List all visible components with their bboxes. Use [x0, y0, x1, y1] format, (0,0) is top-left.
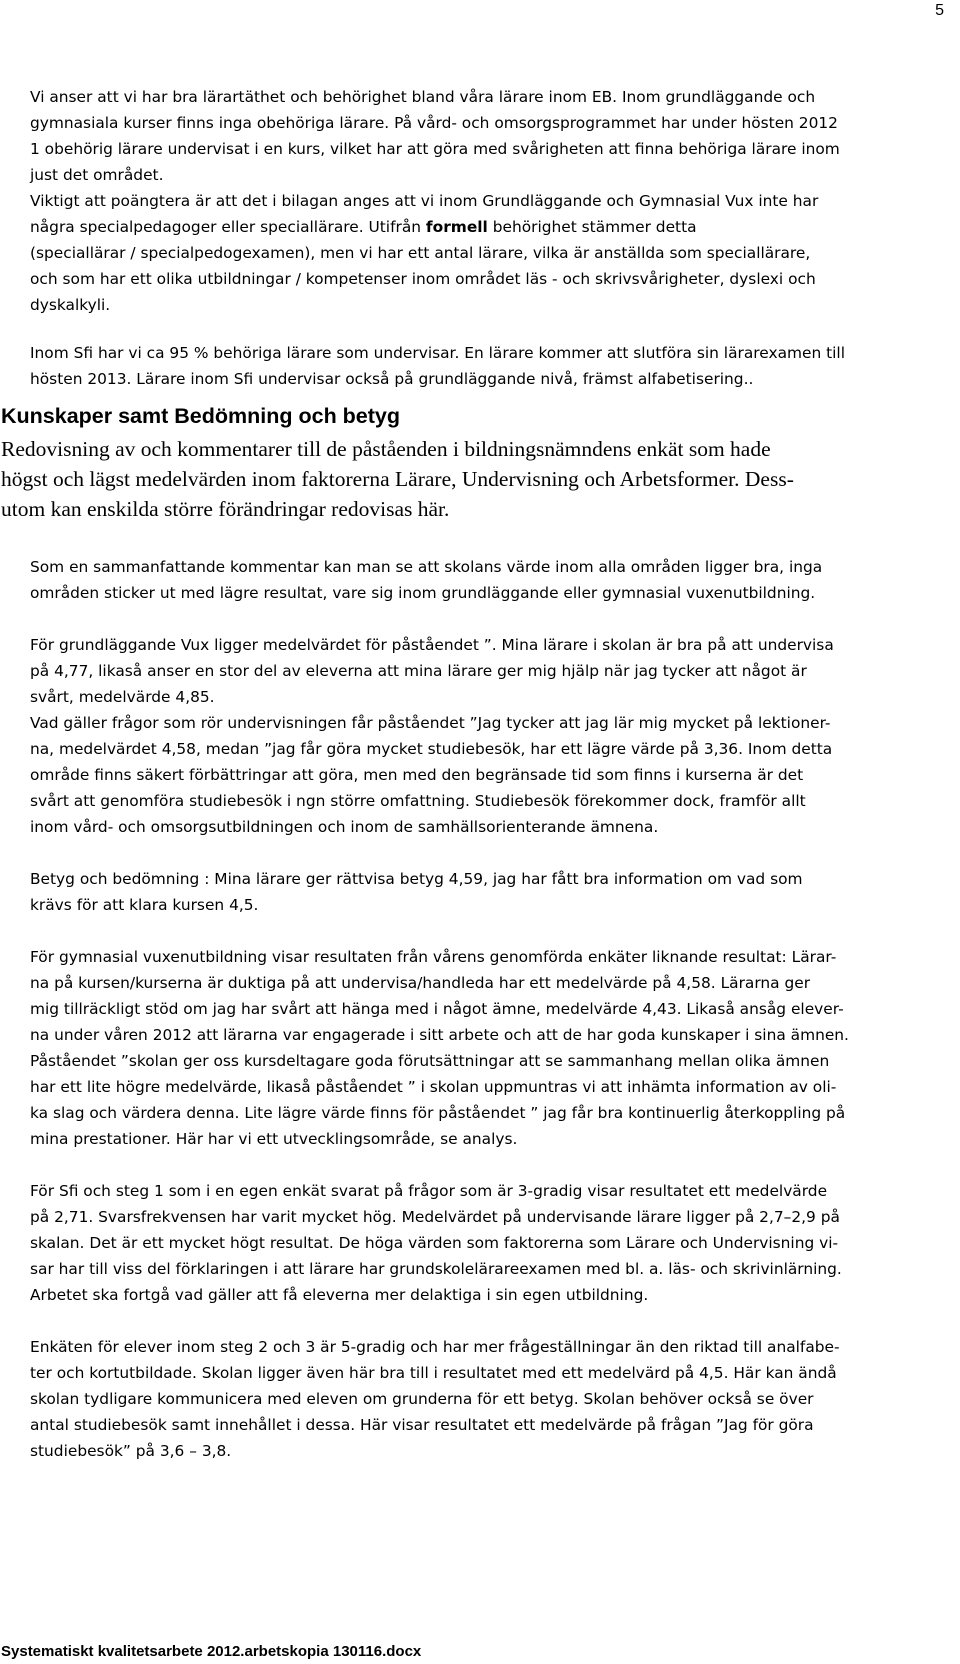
text-line: svårt att genomföra studiebesök i ngn större omfattning. Studiebesök förekommer dock, framför allt	[30, 792, 806, 810]
text-line: mig tillräckligt stöd om jag har svårt att hänga med i något ämne, medelvärde 4,43. Likaså ansåg elever-	[30, 1000, 844, 1018]
text-span: behörighet stämmer detta	[487, 218, 697, 236]
text-line: För grundläggande Vux ligger medelvärdet för påståendet ”. Mina lärare i skolan är bra på att undervisa	[30, 636, 834, 654]
text-line: Arbetet ska fortgå vad gäller att få eleverna mer delaktiga i sin egen utbildning.	[30, 1286, 649, 1304]
paragraph-special-teachers	[30, 188, 940, 318]
text-line: antal studiebesök samt innehållet i dessa. Här visar resultatet ett medelvärde på frågan ”Jag för göra	[30, 1416, 814, 1434]
section-intro	[1, 434, 940, 524]
text-line: För Sfi och steg 1 som i en egen enkät svarat på frågor som är 3-gradig visar resultatet ett medelvärde	[30, 1182, 828, 1200]
text-line: Vad gäller frågor som rör undervisningen får påståendet ”Jag tycker att jag lär mig mycket på lektioner-	[30, 714, 831, 732]
text-line: na under våren 2012 att lärarna var engagerade i sitt arbete och att de har goda kunskaper i sina ämnen.	[30, 1026, 849, 1044]
text-line: skalan. Det är ett mycket högt resultat. De höga värden som faktorerna som Lärare och Undervisning vi-	[30, 1234, 839, 1252]
text-line: ka slag och värdera denna. Lite lägre värde finns för påståendet ” jag får bra kontinuerlig återkoppling på	[30, 1104, 846, 1122]
paragraph-teaching	[30, 710, 940, 840]
text-line: Viktigt att poängtera är att det i bilagan anges att vi inom Grundläggande och Gymnasial Vux inte har	[30, 192, 819, 210]
text-line: (speciallärar / specialpedogexamen), men vi har ett antal lärare, vilka är anställda som speciallärare,	[30, 244, 811, 262]
text-line: För gymnasial vuxenutbildning visar resultaten från vårens genomförda enkäter liknande resultat: Lärar-	[30, 948, 837, 966]
text-line: gymnasiala kurser finns inga obehöriga lärare. På vård- och omsorgsprogrammet har under hösten 2012	[30, 114, 838, 132]
document-body	[1, 84, 940, 1464]
page-number: 5	[935, 2, 944, 19]
text-line: på 4,77, likaså anser en stor del av eleverna att mina lärare ger mig hjälp när jag tycker att något är	[30, 662, 807, 680]
paragraph-basic-vux	[30, 632, 940, 710]
paragraph-summary	[30, 554, 940, 606]
document-footer: Systematiskt kvalitetsarbete 2012.arbetskopia 130116.docx	[1, 1643, 422, 1660]
text-line: krävs för att klara kursen 4,5.	[30, 896, 259, 914]
text-line: just det området.	[30, 166, 164, 184]
text-span: några specialpedagoger eller speciallärare. Utifrån	[30, 218, 426, 236]
intro-line: Redovisning av och kommentarer till de påståenden i bildningsnämndens enkät som hade	[1, 437, 771, 461]
text-line: Vi anser att vi har bra lärartäthet och behörighet bland våra lärare inom EB. Inom grundläggande och	[30, 88, 816, 106]
paragraph-staffing	[30, 84, 940, 188]
text-line: på 2,71. Svarsfrekvensen har varit mycket hög. Medelvärdet på undervisande lärare ligger på 2,7–2,9 på	[30, 1208, 840, 1226]
paragraph-sfi-step2-3	[30, 1334, 940, 1464]
paragraph-sfi-step1	[30, 1178, 940, 1308]
text-line: sar har till viss del förklaringen i att lärare har grundskolelärareexamen med bl. a. läs- och skrivinlärning.	[30, 1260, 842, 1278]
text-line: områden sticker ut med lägre resultat, vare sig inom grundläggande eller gymnasial vuxenutbildning.	[30, 584, 816, 602]
text-line: hösten 2013. Lärare inom Sfi undervisar också på grundläggande nivå, främst alfabetisering..	[30, 370, 754, 388]
text-line: dyskalkyli.	[30, 296, 111, 314]
paragraph-grading	[30, 866, 940, 918]
intro-line: utom kan enskilda större förändringar redovisas här.	[1, 497, 450, 521]
text-line: ter och kortutbildade. Skolan ligger även här bra till i resultatet med ett medelvärd på 4,5. Här kan ändå	[30, 1364, 837, 1382]
text-line	[30, 214, 940, 240]
intro-line: högst och lägst medelvärden inom faktorerna Lärare, Undervisning och Arbetsformer. Dess-	[1, 467, 794, 491]
text-line: Som en sammanfattande kommentar kan man se att skolans värde inom alla områden ligger bra, inga	[30, 558, 823, 576]
text-line: 1 obehörig lärare undervisat i en kurs, vilket har att göra med svårigheten att finna behöriga lärare inom	[30, 140, 840, 158]
text-line: Enkäten för elever inom steg 2 och 3 är 5-gradig och har mer frågeställningar än den riktad till analfabe-	[30, 1338, 840, 1356]
section-heading: Kunskaper samt Bedömning och betyg	[1, 404, 401, 428]
text-line: och som har ett olika utbildningar / kompetenser inom området läs - och skrivsvårigheter, dyslexi och	[30, 270, 816, 288]
text-line: na, medelvärdet 4,58, medan ”jag får göra mycket studiebesök, har ett lägre värde på 3,36. Inom detta	[30, 740, 833, 758]
bold-word: formell	[425, 218, 488, 236]
text-line: inom vård- och omsorgsutbildningen och inom de samhällsorienterande ämnena.	[30, 818, 659, 836]
text-line: Inom Sfi har vi ca 95 % behöriga lärare som undervisar. En lärare kommer att slutföra sin lärarexamen till	[30, 344, 845, 362]
text-line: studiebesök” på 3,6 – 3,8.	[30, 1442, 232, 1460]
text-line: svårt, medelvärde 4,85.	[30, 688, 215, 706]
text-line: har ett lite högre medelvärde, likaså påståendet ” i skolan uppmuntras vi att inhämta information av oli-	[30, 1078, 837, 1096]
text-line: Betyg och bedömning : Mina lärare ger rättvisa betyg 4,59, jag har fått bra information om vad som	[30, 870, 803, 888]
text-line: skolan tydligare kommunicera med eleven om grunderna för ett betyg. Skolan behöver också se över	[30, 1390, 814, 1408]
paragraph-upper-secondary	[30, 944, 940, 1152]
text-line: mina prestationer. Här har vi ett utvecklingsområde, se analys.	[30, 1130, 518, 1148]
paragraph-sfi	[30, 340, 940, 392]
text-line: Påståendet ”skolan ger oss kursdeltagare goda förutsättningar att se sammanhang mellan olika ämnen	[30, 1052, 830, 1070]
text-line: na på kursen/kurserna är duktiga på att undervisa/handleda har ett medelvärde på 4,58. Lärarna ger	[30, 974, 811, 992]
text-line: område finns säkert förbättringar att göra, men med den begränsade tid som finns i kurserna är det	[30, 766, 804, 784]
